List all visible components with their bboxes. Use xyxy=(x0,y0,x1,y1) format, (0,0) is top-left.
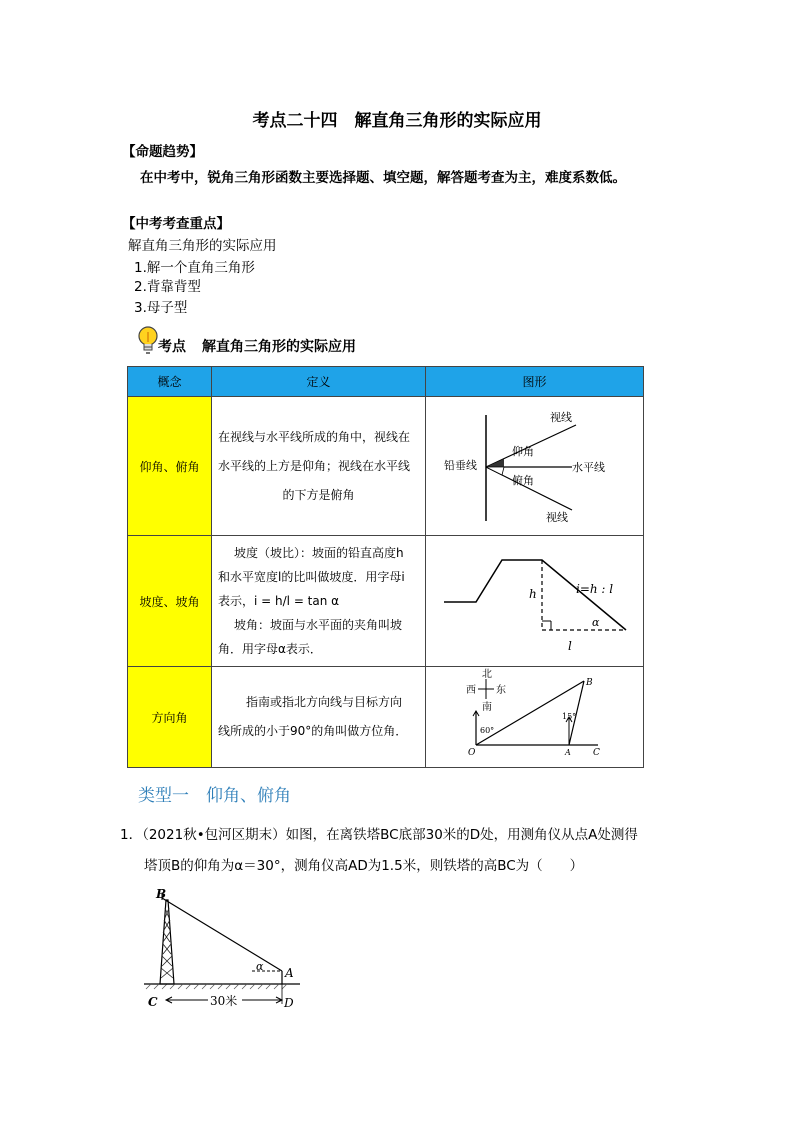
header-figure: 图形 xyxy=(426,367,644,397)
point-c-label: C xyxy=(148,995,158,1009)
point-c-label: C xyxy=(593,748,600,758)
elevation-depression-figure xyxy=(426,397,643,531)
definition-line: 坡度（坡比）：坡面的铅直高度h xyxy=(234,546,404,560)
alpha-label: α xyxy=(256,960,264,973)
sight-bottom-label: 视线 xyxy=(546,511,568,524)
definition-line: 的下方是俯角 xyxy=(282,487,355,502)
concept-table xyxy=(127,366,644,768)
bearing-figure xyxy=(426,667,643,763)
key-points-subtitle: 解直角三角形的实际应用 xyxy=(128,238,277,254)
question-line: 塔顶B的仰角为α＝30°，测角仪高AD为1.5米，则铁塔的高BC为（ ） xyxy=(144,858,584,874)
depression-label: 俯角 xyxy=(512,474,534,487)
distance-label: 30米 xyxy=(210,994,238,1008)
sight-top-label: 视线 xyxy=(550,411,572,424)
elevation-label: 仰角 xyxy=(512,445,534,458)
definition-cell xyxy=(212,397,426,536)
concept-cell: 仰角、俯角 xyxy=(128,397,212,536)
point-a-label: A xyxy=(565,748,571,757)
header-concept: 概念 xyxy=(128,367,212,397)
definition-line: 线所成的小于90°的角叫做方位角． xyxy=(218,724,408,738)
definition-line: 水平线的上方是仰角；视线在水平线 xyxy=(218,458,411,473)
angle-15-label: 15° xyxy=(562,712,577,721)
east-label: 东 xyxy=(496,685,506,696)
figure-cell xyxy=(426,397,644,536)
definition-line: 指南或指北方向线与目标方向 xyxy=(246,695,403,709)
point-b-label: B xyxy=(586,678,593,688)
definition-line: 和水平宽度l的比叫做坡度．用字母i xyxy=(218,570,405,584)
definition-cell xyxy=(212,536,426,667)
point-b-label: B xyxy=(156,887,167,901)
type-heading: 类型一 仰角、俯角 xyxy=(138,786,291,806)
figure-cell xyxy=(426,536,644,667)
south-label: 南 xyxy=(482,702,492,713)
key-point-item: 1.解一个直角三角形 xyxy=(134,260,255,276)
height-label: h xyxy=(529,587,537,601)
section-label: 考点 xyxy=(158,339,186,355)
horizontal-line-label: 水平线 xyxy=(572,461,605,474)
question-1 xyxy=(120,820,660,882)
definition-cell xyxy=(212,667,426,768)
plumb-line-label: 铅垂线 xyxy=(444,459,477,472)
definition-line: 在视线与水平线所成的角中，视线在 xyxy=(218,429,411,444)
key-point-item: 2.背靠背型 xyxy=(134,279,201,295)
trend-heading: 【命题趋势】 xyxy=(122,144,203,160)
tower-figure xyxy=(140,880,310,1015)
point-d-label: D xyxy=(284,996,294,1010)
definition-line: 角．用字母α表示． xyxy=(218,642,322,656)
figure-cell xyxy=(426,667,644,768)
definition-line: 表示，i = h/l = tan α xyxy=(218,594,340,608)
point-o-label: O xyxy=(468,748,476,758)
slope-figure xyxy=(426,536,643,662)
west-label: 西 xyxy=(466,685,476,696)
point-a-label: A xyxy=(285,966,294,980)
question-line: 1．（2021秋•包河区期末）如图，在离铁塔BC底部30米的D处，用测角仪从点A处测得 xyxy=(120,827,638,843)
definition-line: 坡角：坡面与水平面的夹角叫坡 xyxy=(234,618,403,632)
section-title: 解直角三角形的实际应用 xyxy=(202,339,356,355)
trend-body: 在中考中，锐角三角形函数主要选择题、填空题，解答题考查为主，难度系数低。 xyxy=(140,170,626,186)
width-label: l xyxy=(568,639,572,653)
header-definition: 定义 xyxy=(212,367,426,397)
key-points-heading: 【中考考查重点】 xyxy=(122,216,230,232)
page-title: 考点二十四 解直角三角形的实际应用 xyxy=(252,111,542,131)
concept-cell: 坡度、坡角 xyxy=(128,536,212,667)
concept-cell: 方向角 xyxy=(128,667,212,768)
north-label: 北 xyxy=(482,669,492,680)
key-point-item: 3.母子型 xyxy=(134,300,188,316)
ratio-label: i=h : l xyxy=(576,582,614,596)
slope-angle-label: α xyxy=(592,616,600,629)
angle-60-label: 60° xyxy=(480,726,495,735)
